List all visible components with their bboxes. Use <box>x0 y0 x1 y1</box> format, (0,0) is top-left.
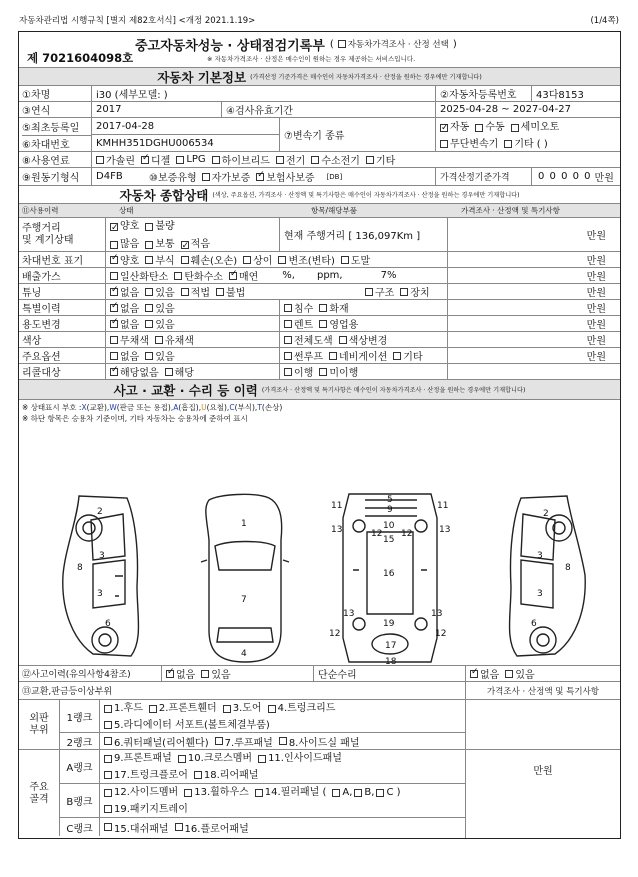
tuning-label: 튜닝 <box>22 288 42 299</box>
year-value: 2017 <box>91 102 221 117</box>
exchange-label: ⑬교환,판금등이상부위 <box>22 687 113 697</box>
recall-label: 리콜대상 <box>22 368 61 379</box>
mileage-normal-checkbox[interactable] <box>145 241 153 249</box>
status-heading: 자동차 종합상태 <box>119 187 209 203</box>
emission-hc-checkbox[interactable] <box>174 272 182 280</box>
label-7: 7 <box>241 595 247 605</box>
rank2-label: 2랭크 <box>59 733 99 749</box>
warranty-self-checkbox[interactable] <box>202 173 210 181</box>
year-label: ③연식 <box>22 106 51 117</box>
basic-info-heading: 자동차 기본정보 <box>157 69 247 85</box>
rent-checkbox[interactable] <box>284 320 292 328</box>
accident-yes-checkbox[interactable] <box>201 670 209 678</box>
label-12-rear-right: 12 <box>435 629 447 639</box>
warranty-db: [DB] <box>326 172 343 181</box>
special-history-label: 특별이력 <box>22 304 61 315</box>
exchange-price-value: 만원 <box>465 700 620 838</box>
usage-yes-checkbox[interactable] <box>145 320 153 328</box>
door-checkbox[interactable] <box>223 705 231 713</box>
label-3-left-rear: 3 <box>97 589 103 599</box>
warranty-field: ⑩보증유형 자가보증 ✓ 보험사보증 [DB] <box>149 168 431 185</box>
label-4: 4 <box>241 649 247 659</box>
exchange-price-col: 가격조사 · 산정액 및 특기사항 <box>465 682 620 699</box>
color-label: 색상 <box>22 336 42 347</box>
damage-diagram-area <box>19 400 620 666</box>
label-12-rear-left: 12 <box>329 629 341 639</box>
diagram-number-labels <box>77 495 571 666</box>
simple-repair-none-checkbox[interactable] <box>470 670 478 678</box>
recall-applicable-checkbox[interactable] <box>165 368 173 376</box>
cross-member-checkbox[interactable] <box>178 755 186 763</box>
simple-repair-yes-checkbox[interactable] <box>505 670 513 678</box>
dash-panel-checkbox[interactable] <box>104 823 112 831</box>
label-13-left: 13 <box>331 525 343 535</box>
vin-label: ⑥차대번호 <box>22 135 92 151</box>
accident-heading: 사고 · 교환 · 수리 등 이력 <box>113 382 258 398</box>
vin-rust-checkbox[interactable] <box>145 256 153 264</box>
mileage-good-checkbox[interactable] <box>110 223 118 231</box>
trans-semi-checkbox[interactable] <box>511 124 519 132</box>
reg-no-value: 43다8153 <box>531 86 620 101</box>
inside-panel-checkbox[interactable] <box>258 755 266 763</box>
fuel-diesel-checkbox[interactable] <box>141 156 149 164</box>
side-member-checkbox[interactable] <box>104 789 112 797</box>
fuel-lpg-checkbox[interactable] <box>176 156 184 164</box>
rear-panel-checkbox[interactable] <box>194 771 202 779</box>
left-side-car <box>63 496 139 656</box>
mileage-low-checkbox[interactable] <box>181 241 189 249</box>
label-3-right: 3 <box>537 551 543 561</box>
navigation-checkbox[interactable] <box>329 352 337 360</box>
tuning-device-checkbox[interactable] <box>400 288 408 296</box>
page-number: (1/4쪽) <box>590 16 619 26</box>
first-reg-label: ⑤최초등록일 <box>22 123 80 134</box>
vin-painted-checkbox[interactable] <box>341 256 349 264</box>
special-yes-checkbox[interactable] <box>145 304 153 312</box>
label-3-left: 3 <box>99 551 105 561</box>
options-none-checkbox[interactable] <box>110 352 118 360</box>
col-usage-history: ⑪사용이력 <box>22 206 59 215</box>
label-8-right: 8 <box>565 563 571 573</box>
outer-panel-label: 외판 부위 <box>29 712 49 736</box>
recall-done-checkbox[interactable] <box>284 368 292 376</box>
fuel-gasoline-checkbox[interactable] <box>96 156 104 164</box>
color-change-checkbox[interactable] <box>339 336 347 344</box>
sunroof-checkbox[interactable] <box>284 352 292 360</box>
pillar-b-checkbox[interactable] <box>354 789 362 797</box>
achromatic-checkbox[interactable] <box>110 336 118 344</box>
rank1-label: 1랭크 <box>59 700 99 733</box>
emission-co-checkbox[interactable] <box>110 272 118 280</box>
tuning-illegal-checkbox[interactable] <box>216 288 224 296</box>
vin-mark-label: 차대번호 표기 <box>22 256 84 267</box>
trans-cvt-checkbox[interactable] <box>440 140 448 148</box>
emission-smoke-checkbox[interactable] <box>229 272 237 280</box>
warranty-label: ⑩보증유형 <box>149 173 197 184</box>
trunk-floor-checkbox[interactable] <box>104 771 112 779</box>
label-18: 18 <box>385 657 397 666</box>
price-basis-value: 0 0 0 0 0 만원 <box>531 168 620 185</box>
regulation-header: 자동차관리법 시행규칙 [별지 제82호서식] <개정 2021.1.19> <box>19 16 256 26</box>
label-11-right: 11 <box>437 501 449 511</box>
engine-label: ⑨원동기형식 <box>22 173 80 184</box>
warranty-insurance-checkbox[interactable] <box>256 173 264 181</box>
car-name-value: i30 (세부모델: ) <box>91 86 435 101</box>
front-panel-checkbox[interactable] <box>104 755 112 763</box>
car-damage-diagram <box>19 400 619 666</box>
label-6-right: 6 <box>531 619 537 629</box>
fuel-hydrogen-checkbox[interactable] <box>311 156 319 164</box>
tuning-none-checkbox[interactable] <box>110 288 118 296</box>
mileage-high-checkbox[interactable] <box>110 241 118 249</box>
side-sill-checkbox[interactable] <box>279 737 287 745</box>
pillar-a-checkbox[interactable] <box>332 789 340 797</box>
trans-other-checkbox[interactable] <box>504 140 512 148</box>
roof-panel-checkbox[interactable] <box>215 737 223 745</box>
trunk-lid-checkbox[interactable] <box>268 705 276 713</box>
label-19: 19 <box>383 619 395 629</box>
col-price: 가격조사 · 산정액 및 특기사항 <box>461 206 560 215</box>
fuel-options: 가솔린 ✓ 디젤 LPG 하이브리드 전기 수소전기 기타 <box>91 152 620 167</box>
vin-altered-checkbox[interactable] <box>278 256 286 264</box>
options-yes-checkbox[interactable] <box>145 352 153 360</box>
form-title: 중고자동차성능 · 상태점검기록부 <box>135 38 325 52</box>
front-fender-checkbox[interactable] <box>149 705 157 713</box>
current-mileage: 현재 주행거리 [ 136,097Km ] <box>279 218 447 251</box>
label-6-left: 6 <box>105 619 111 629</box>
first-reg-value: 2017-04-28 <box>91 118 279 135</box>
tuning-yes-checkbox[interactable] <box>145 288 153 296</box>
fire-checkbox[interactable] <box>319 304 327 312</box>
inspect-label: ④검사유효기간 <box>221 102 435 117</box>
trans-manual-checkbox[interactable] <box>475 124 483 132</box>
label-2-left: 2 <box>97 507 103 517</box>
diagram-note: ※ 하단 항목은 승용차 기준이며, 기타 자동차는 승용차에 준하여 표시 <box>22 414 248 423</box>
label-12-left: 12 <box>371 529 383 539</box>
simple-repair-label: 단순수리 <box>313 666 465 681</box>
inspection-form: 제 7021604098호 중고자동차성능 · 상태점검기록부 ( 자동차가격조사 · 산정 선택 ) ※ 자동차가격조사 · 산정은 매수인이 원하는 경우 제공하는 서비스입니다. 자동차 기본정보 (가격산정 기준가격은 매수인이 자동차가격조사 · 산정을 원하는 경우에만 기재합니다) ①차명 i30 (세부모델: ) ②자동차등록번호 43다8153 ③연식 2017 ④검사유효기간 2025-04-28 ~ 2027-04-27 ⑤최초등록일 2017-04-28 ⑥차대번호 KMHH351DGHU006534 ⑦변속기 종류 ✓ 자동 수동 세미오토 무단변속기 기타 ( ) ⑧사용연료 가솔린 ✓ 디젤 LPG 하이브리드 전기 수소전기 기타 ⑨원동기형식 D4FB ⑩보증유형 자가보증 ✓ 보험사보증 [DB] 가격산정기준가격 0 0 0 0 0 만원 자동차 종합상태 (색상, 주요옵션, 가격조사 · 산정액 및 특기사항은 매수인이 자동차가격조사 · 산정을 원하는 경우에만 기재합니다) ⑪사용이력 상태 항목/해당부품 가격조사 · 산정액 및 특기사항 주행거리 및 계기상태 ✓ 양호 불량 많음 보통 ✓ 적음 현재 주행거리 [ 136,097Km ] 만원 차대번호 표기 ✓ 양호 부식 훼손(오손) 상이 변조(변타) 도말 만원 배출가스 일산화탄소 탄화수소 ✓ 매연 %, ppm, 7% 만원 튜닝 ✓ 없음 있음 적법 불법 구조 장치 만원 특별이력 ✓ 없음 있음 침수 화재 만원 용도변경 ✓ 없음 있음 렌트 영업용 만원 색상 무채색 유채색 전체도색 색상변경 만원 주요옵션 없음 있음 썬루프 네비게이션 기타 만원 리콜대상 ✓ 해당없음 해당 이행 미이행 사고 · 교환 · 수리 등 이력 (가격조사 · 산정액 및 특기사항은 매수인이 자동차가격조사 · 산정을 원하는 경우에만 기재합니다) ※ 상태표시 부호 : X (교환), W (판금 또는 용접), A (흠집), U (요철), C (부식), T (손상) ※ 하단 항목은 승용차 기준이며, 기타 자동차는 승용차에 준하여 표시 2 3 8 3 6 1 7 4 5 9 10 15 16 19 17 18 11 11 13 13 12 12 13 13 12 12 2 3 8 3 6 ⑫사고이력(유의사항4참조) ✓ 없음 있음 단순수리 ✓ 없음 있음 ⑬교환,판금등이상부위 가격조사 · 산정액 및 특기사항 외판 부위 1랭크 1.후드 2.프론트휀더 3.도어 4.트렁크리드 5.라디에이터 서포트(볼트체결부품) 2랭크 6.쿼터패널(리어휀다) 7.루프패널 8.사이드실 패널 주요 골격 A랭크 9.프론트패널 10.크로스멤버 11.인사이드패널 17.트렁크플로어 18.리어패널 B랭크 12.사이드멤버 13.휠하우스 14.필러패널 ( A, B, C ) 19.패키지트레이 C랭크 15.대쉬패널 16.플로어패널 만원 <box>18 31 621 839</box>
pillar-panel-checkbox[interactable] <box>255 789 263 797</box>
engine-value: D4FB <box>91 168 149 185</box>
main-options-label: 주요옵션 <box>22 352 61 363</box>
accident-history-label: ⑫사고이력(유의사항4참조) <box>22 670 131 680</box>
title-note: ※ 자동차가격조사 · 산정은 매수인이 원하는 경우 제공하는 서비스입니다. <box>207 55 416 63</box>
mileage-bad-checkbox[interactable] <box>145 223 153 231</box>
floor-panel-checkbox[interactable] <box>175 823 183 831</box>
hood-checkbox[interactable] <box>104 705 112 713</box>
vin-damaged-checkbox[interactable] <box>181 256 189 264</box>
trans-auto-checkbox[interactable] <box>440 124 448 132</box>
rankC-label: C랭크 <box>59 818 99 836</box>
title-row: 제 7021604098호 중고자동차성능 · 상태점검기록부 ( 자동차가격조사 · 산정 선택 ) ※ 자동차가격조사 · 산정은 매수인이 원하는 경우 제공하는 서비스입니다. <box>19 32 620 68</box>
status-note: (색상, 주요옵션, 가격조사 · 산정액 및 특기사항은 매수인이 자동차가격조사 · 산정을 원하는 경우에만 기재합니다) <box>212 192 520 199</box>
rankA-label: A랭크 <box>59 750 99 784</box>
label-3-right-rear: 3 <box>537 589 543 599</box>
smoke-value: 7% <box>380 270 397 281</box>
label-10: 10 <box>383 521 395 531</box>
chromatic-checkbox[interactable] <box>155 336 163 344</box>
pillar-c-checkbox[interactable] <box>376 789 384 797</box>
option-other-checkbox[interactable] <box>393 352 401 360</box>
price-survey-option: 자동차가격조사 · 산정 선택 <box>347 40 449 50</box>
label-12-right: 12 <box>401 529 413 539</box>
price-basis-label: 가격산정기준가격 <box>435 168 531 185</box>
usage-change-label: 용도변경 <box>22 320 61 331</box>
fuel-other-checkbox[interactable] <box>366 156 374 164</box>
label-16: 16 <box>383 569 395 579</box>
label-13-right: 13 <box>439 525 451 535</box>
radiator-support-checkbox[interactable] <box>104 721 112 729</box>
quarter-panel-checkbox[interactable] <box>104 737 112 745</box>
label-1: 1 <box>241 519 247 529</box>
accident-none-checkbox[interactable] <box>166 670 174 678</box>
label-9: 9 <box>387 505 393 515</box>
recall-na-checkbox[interactable] <box>110 368 118 376</box>
accident-note: (가격조사 · 산정액 및 특기사항은 매수인이 자동차가격조사 · 산정을 원하는 경우에만 기재합니다) <box>261 387 526 394</box>
label-5: 5 <box>387 495 393 505</box>
reg-no-label: ②자동차등록번호 <box>435 86 531 101</box>
full-paint-checkbox[interactable] <box>284 336 292 344</box>
vin-good-checkbox[interactable] <box>110 256 118 264</box>
tuning-legal-checkbox[interactable] <box>181 288 189 296</box>
car-name-label: ①차명 <box>22 90 51 101</box>
tuning-structure-checkbox[interactable] <box>365 288 373 296</box>
price-survey-checkbox[interactable] <box>338 40 346 48</box>
record-number: 제 7021604098호 <box>27 51 134 65</box>
transmission-options: ✓ 자동 수동 세미오토 무단변속기 기타 ( ) <box>435 118 620 151</box>
fuel-label: ⑧사용연료 <box>22 156 70 167</box>
label-17: 17 <box>385 641 397 651</box>
label-2-right: 2 <box>543 509 549 519</box>
fuel-hybrid-checkbox[interactable] <box>212 156 220 164</box>
col-state: 상태 <box>119 206 134 215</box>
flood-checkbox[interactable] <box>284 304 292 312</box>
vin-value: KMHH351DGHU006534 <box>91 135 279 151</box>
commercial-checkbox[interactable] <box>319 320 327 328</box>
wheel-house-checkbox[interactable] <box>184 789 192 797</box>
label-15: 15 <box>383 535 395 545</box>
special-none-checkbox[interactable] <box>110 304 118 312</box>
label-13-rear-left: 13 <box>343 609 355 619</box>
package-tray-checkbox[interactable] <box>104 805 112 813</box>
transmission-label: ⑦변속기 종류 <box>279 118 435 151</box>
basic-info-note: (가격산정 기준가격은 매수인이 자동차가격조사 · 산정을 원하는 경우에만 기재합니다) <box>250 74 482 81</box>
col-detail: 항목/해당부품 <box>311 206 357 215</box>
emission-label: 배출가스 <box>22 272 61 283</box>
fuel-electric-checkbox[interactable] <box>276 156 284 164</box>
main-frame-label: 주요 골격 <box>29 782 49 805</box>
usage-none-checkbox[interactable] <box>110 320 118 328</box>
rankB-label: B랭크 <box>59 784 99 818</box>
label-11-left: 11 <box>331 501 343 511</box>
mileage-row: 주행거리 및 계기상태 ✓ 양호 불량 많음 보통 ✓ 적음 현재 주행거리 [ 136,097Km ] 만원 <box>19 218 620 252</box>
status-legend: ※ 상태표시 부호 : X (교환), W (판금 또는 용접), A (흠집), U (요철), C (부식), T (손상) <box>22 403 283 412</box>
label-13-rear-right: 13 <box>431 609 443 619</box>
vin-different-checkbox[interactable] <box>243 256 251 264</box>
inspect-value: 2025-04-28 ~ 2027-04-27 <box>435 102 620 117</box>
right-side-car <box>510 496 586 656</box>
label-8-left: 8 <box>77 563 83 573</box>
recall-not-done-checkbox[interactable] <box>319 368 327 376</box>
